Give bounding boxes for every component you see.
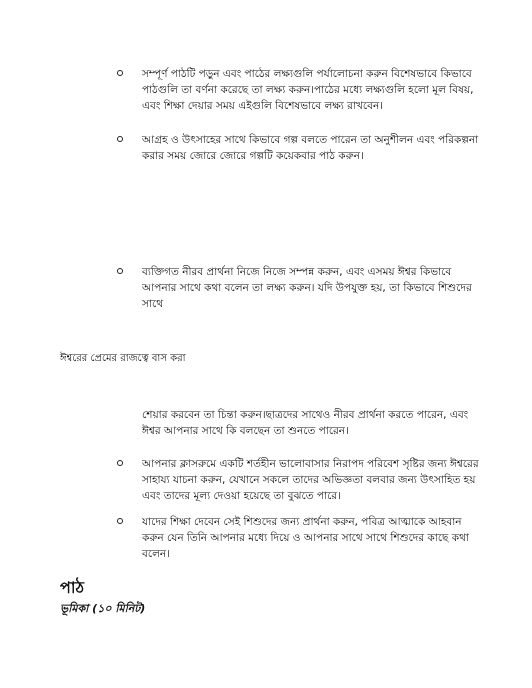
- circle-bullet-icon: [117, 518, 123, 524]
- running-header: ঈশ্বরের প্রেমের রাজত্বে বাস করা: [60, 353, 186, 364]
- circle-bullet-icon: [117, 460, 123, 466]
- list-item-text: ব্যক্তিগত নীরব প্রার্থনা নিজে নিজে সম্পন্ন করুন, এবং এসময় ঈশ্বর কিভাবে আপনার সাথে কথা বলেন তা লক্ষ্য করুন। যদি উপযুক্ত হয়, তা কিভাবে শিশুদের সাথে: [142, 266, 472, 310]
- circle-bullet-icon: [117, 70, 123, 76]
- list-item-text: আগ্রহ ও উৎসাহের সাথে কিভাবে গল্প বলতে পারেন তা অনুশীলন এবং পরিকল্পনা করার সময় জোরে জোরে গল্পটি কয়েকবার পাঠ করুন।: [142, 134, 479, 162]
- list-item: [120, 514, 480, 562]
- list-item: [120, 132, 480, 164]
- section-heading: পাঠ: [60, 578, 85, 597]
- list-item: [120, 264, 480, 312]
- list-item-text: যাদের শিক্ষা দেবেন সেই শিশুদের জন্য প্রার্থনা করুন, পবিত্র আত্মাকে আহবান করুন যেন তিনি আপনার মধ্যে দিয়ে ও আপনার সাথে সাথে শিশুদের কাছে কথা বলেন।: [142, 516, 469, 560]
- circle-bullet-icon: [117, 136, 123, 142]
- list-item-text: আপনার ক্লাসরুমে একটি শর্তহীন ভালোবাসার নিরাপদ পরিবেশ সৃষ্টির জন্য ঈশ্বরের সাহায্য যাচনা করুন, যেখানে সকলে তাদের অভিজ্ঞতা বলবার জন্য উৎসাহিত হয় এবং তাদের মূল্য দেওয়া হয়েছে তা বুঝতে পারে।: [142, 458, 479, 502]
- list-item: [120, 66, 480, 114]
- list-item: [120, 456, 480, 504]
- circle-bullet-icon: [117, 268, 123, 274]
- sub-heading: ভূমিকা (১০ মিনিট): [60, 602, 146, 615]
- continuation-text: শেয়ার করবেন তা চিন্তা করুন।ছাত্রদের সাথেও নীরব প্রার্থনা করতে পারেন, এবং ঈশ্বর আপনার সাথে কি বলছেন তা শুনতে পারেন।: [142, 409, 469, 437]
- list-item-text: সম্পূর্ণ পাঠটি পড়ুন এবং পাঠের লক্ষ্যগুলি পর্যালোচনা করুন বিশেষভাবে কিভাবে পাঠগুলি তা বর্ণনা করেছে তা লক্ষ্য করুন।পাঠের মধ্যে লক্ষ্যগুলি হলো মূল বিষয়, এবং শিক্ষা দেয়ার সময় এইগুলি বিশেষভাবে লক্ষ্য রাখবেন।: [142, 68, 474, 112]
